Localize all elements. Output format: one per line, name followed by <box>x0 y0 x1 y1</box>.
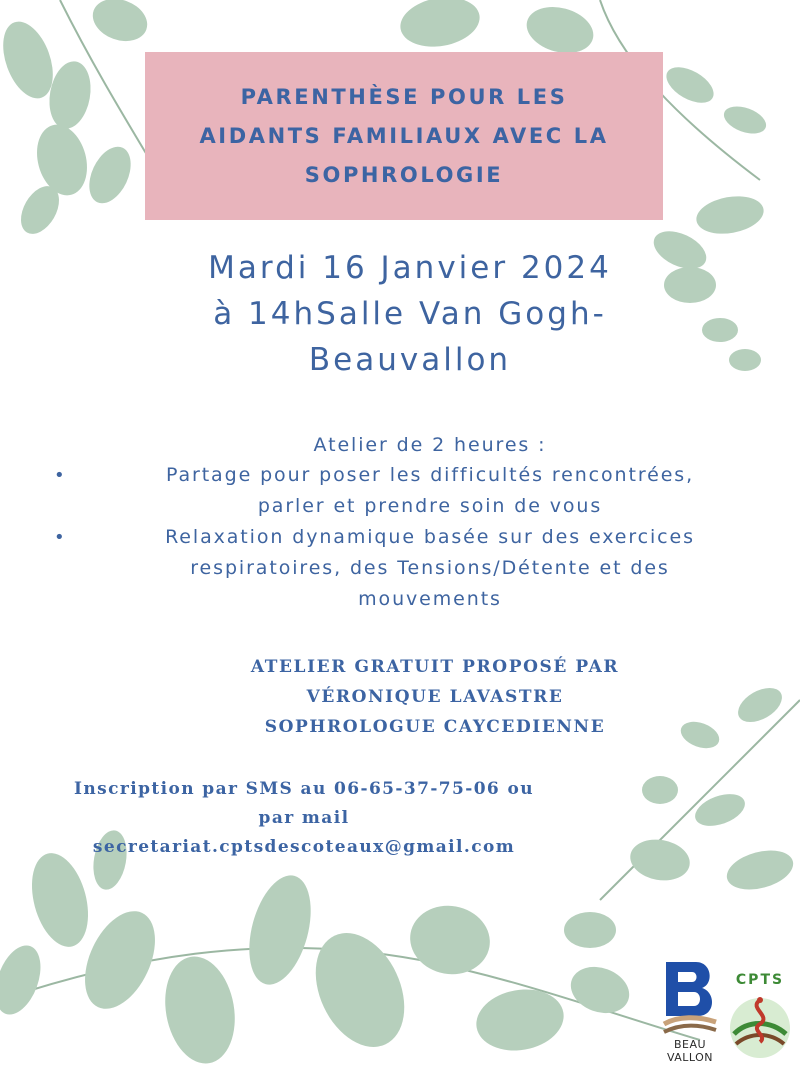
beauvallon-logo <box>662 958 718 1064</box>
registration-email: secretariat.cptsdescoteaux@gmail.com <box>92 837 516 857</box>
free-workshop-notice <box>140 652 730 742</box>
event-title-line-3: SOPHROLOGIE <box>304 162 504 187</box>
bullet-line: Relaxation dynamique basée sur des exercices <box>165 526 695 548</box>
bullet-line: Partage pour poser les difficultés rencontrées, <box>165 464 695 486</box>
registration-line-1: Inscription par SMS au 06-65-37-75-06 ou <box>74 779 534 799</box>
beauvallon-b-icon <box>662 958 718 1038</box>
beauvallon-logo-line-2: VALLON <box>666 1051 714 1064</box>
event-date-line-2: à 14hSalle Van Gogh- <box>213 296 607 332</box>
bullet-glyph: • <box>54 465 67 486</box>
cpts-logo <box>724 972 796 1062</box>
workshop-bullet-list <box>40 460 780 615</box>
event-date-location <box>110 245 710 383</box>
event-date-line-1: Mardi 16 Janvier 2024 <box>208 250 612 286</box>
list-item <box>40 460 780 522</box>
beauvallon-logo-line-1: BEAU <box>673 1038 707 1051</box>
bullet-line: parler et prendre soin de vous <box>257 495 603 517</box>
cpts-emblem-icon <box>724 990 796 1062</box>
free-workshop-line-3: SOPHROLOGUE CAYCEDIENNE <box>264 717 606 737</box>
event-title <box>164 78 644 195</box>
free-workshop-line-1: ATELIER GRATUIT PROPOSÉ PAR <box>250 657 620 677</box>
bullet-glyph: • <box>54 527 67 548</box>
cpts-logo-label: CPTS <box>735 972 785 988</box>
event-title-line-1: PARENTHÈSE POUR LES <box>240 84 568 109</box>
event-title-line-2: AIDANTS FAMILIAUX AVEC LA <box>199 123 609 148</box>
bullet-line: mouvements <box>358 588 502 610</box>
list-item <box>40 522 780 615</box>
registration-info <box>24 775 584 862</box>
bullet-line: respiratoires, des Tensions/Détente et des <box>190 557 670 579</box>
workshop-duration: Atelier de 2 heures : <box>313 434 547 456</box>
title-banner <box>145 52 663 220</box>
free-workshop-line-2: VÉRONIQUE LAVASTRE <box>306 687 564 707</box>
registration-line-2: par mail <box>258 808 350 828</box>
event-date-line-3: Beauvallon <box>308 342 512 378</box>
workshop-description <box>40 430 780 615</box>
